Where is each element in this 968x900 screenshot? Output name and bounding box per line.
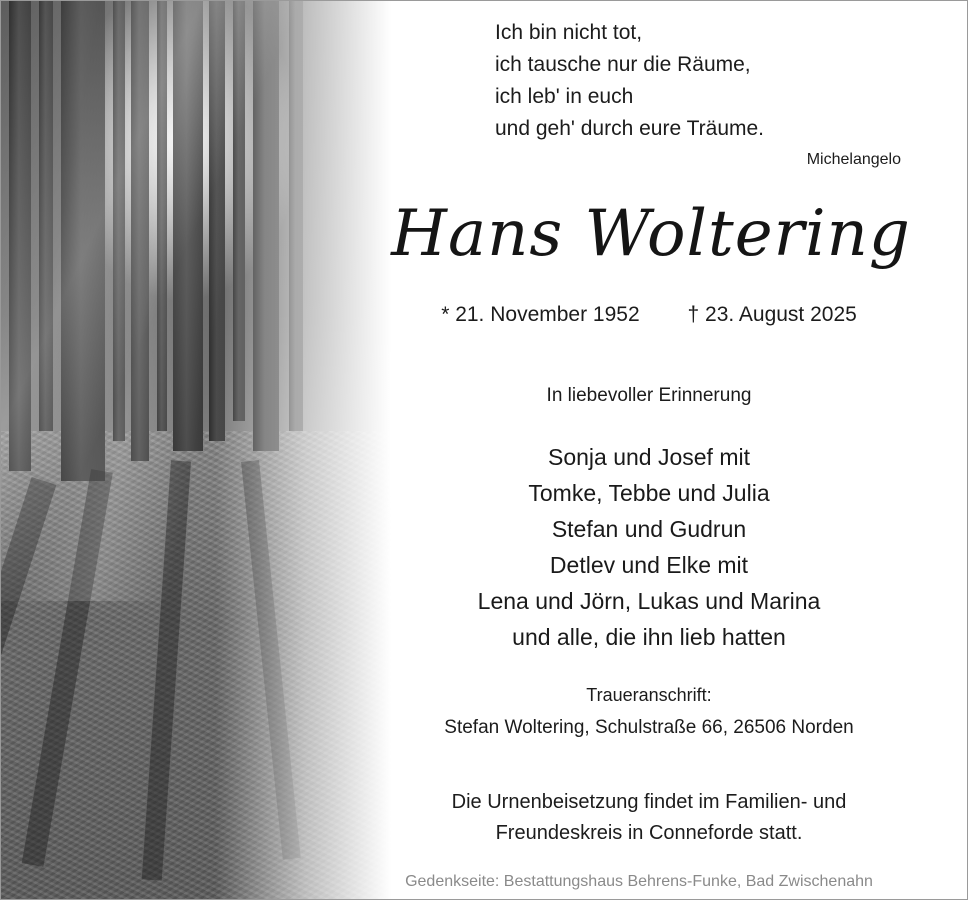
notice-content bbox=[331, 1, 967, 899]
memorial-page-footer: Gedenkseite: Bestattungshaus Behrens-Funke, Bad Zwischenahn bbox=[405, 873, 873, 890]
poem-line: Ich bin nicht tot, bbox=[495, 21, 643, 44]
birth-date: * 21. November 1952 bbox=[441, 303, 640, 326]
mourning-address: Stefan Woltering, Schulstraße 66, 26506 Norden bbox=[444, 717, 854, 738]
address-label: Traueranschrift: bbox=[586, 685, 712, 705]
burial-line: Die Urnenbeisetzung findet im Familien- und bbox=[451, 791, 847, 813]
mourner-line: Stefan und Gudrun bbox=[551, 516, 747, 542]
mourner-line: und alle, die ihn lieb hatten bbox=[512, 624, 786, 650]
burial-line: Freundeskreis in Conneforde statt. bbox=[495, 822, 803, 844]
mourner-line: Lena und Jörn, Lukas und Marina bbox=[477, 588, 821, 614]
death-date: † 23. August 2025 bbox=[687, 303, 857, 326]
poem-line: ich leb' in euch bbox=[495, 85, 634, 108]
deceased-name: Hans Woltering bbox=[391, 197, 911, 271]
mourner-line: Tomke, Tebbe und Julia bbox=[528, 480, 770, 506]
poem-line: ich tausche nur die Räume, bbox=[495, 53, 751, 76]
mourner-line: Detlev und Elke mit bbox=[549, 552, 749, 578]
burial-notice bbox=[331, 787, 967, 849]
poem bbox=[495, 17, 764, 145]
life-dates bbox=[331, 303, 967, 327]
poem-line: und geh' durch eure Träume. bbox=[495, 117, 765, 140]
remembrance-text: In liebevoller Erinnerung bbox=[546, 385, 752, 406]
poem-author: Michelangelo bbox=[806, 151, 901, 168]
mourner-line: Sonja und Josef mit bbox=[547, 444, 750, 470]
mourners-list bbox=[331, 439, 967, 655]
